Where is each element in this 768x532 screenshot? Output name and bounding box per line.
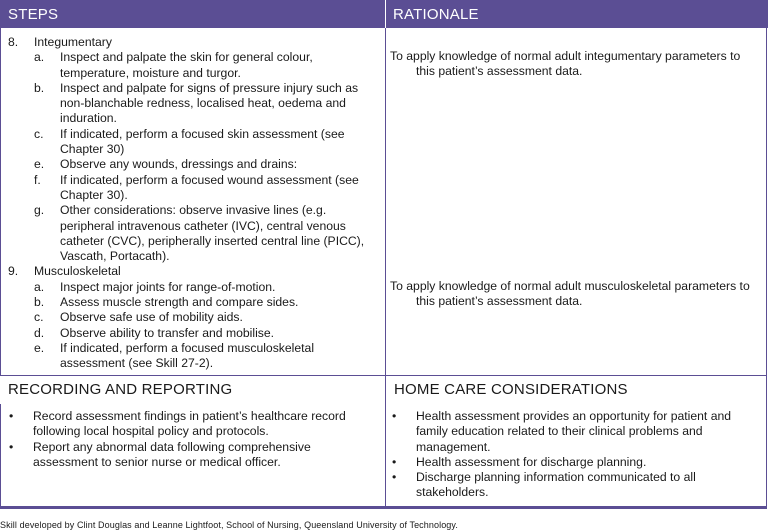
step-number: 8.: [8, 35, 19, 49]
step-item: b. Assess muscle strength and compare sides.: [34, 295, 299, 310]
step-title: Musculoskeletal: [34, 264, 121, 279]
step-item: b. Inspect and palpate for signs of pressure injury such as non-blanchable redness, localised heat, oedema and induration.: [34, 80, 359, 126]
home-care-cell: [390, 409, 764, 501]
steps-header: STEPS: [0, 0, 385, 28]
list-item: • Health assessment provides an opportunity for patient and family education related to their clinical problems and management.: [392, 409, 732, 454]
column-divider: [385, 28, 386, 506]
steps-cell: [8, 35, 378, 372]
home-care-header: HOME CARE CONSIDERATIONS: [386, 376, 766, 404]
rationale-integumentary: To apply knowledge of normal adult integumentary parameters to this patient’s assessment data.: [390, 49, 741, 79]
list-item: • Record assessment findings in patient’s healthcare record following local hospital policy and protocols.: [9, 409, 346, 439]
list-item: • Discharge planning information communicated to all stakeholders.: [392, 470, 696, 500]
footer-credit: Skill developed by Clint Douglas and Leanne Lightfoot, School of Nursing, Queensland University of Technology.: [0, 520, 458, 530]
rationale-musculoskeletal: To apply knowledge of normal adult musculoskeletal parameters to this patient’s assessment data.: [390, 279, 750, 309]
step-item: c. If indicated, perform a focused skin assessment (see Chapter 30): [34, 126, 345, 157]
list-item: • Health assessment for discharge planning.: [392, 454, 647, 469]
step-number: 9.: [8, 264, 19, 279]
step-section-musculoskeletal: [8, 264, 378, 371]
recording-cell: [7, 409, 379, 470]
left-border: [0, 28, 1, 506]
header-divider: [385, 0, 386, 28]
recording-header: RECORDING AND REPORTING: [0, 376, 385, 404]
step-item: f. If indicated, perform a focused wound assessment (see Chapter 30).: [34, 172, 359, 202]
rationale-header: RATIONALE: [385, 0, 768, 28]
step-heading: [8, 35, 378, 50]
step-title: Integumentary: [34, 35, 112, 49]
step-item: g. Other considerations: observe invasive lines (e.g. peripheral intravenous catheter (IVC), central venous catheter (CVC), peripherally inserted central line (PICC), Vascath, Portacath).: [34, 203, 365, 264]
step-item: e. Observe any wounds, dressings and drains:: [34, 157, 298, 172]
step-item: a. Inspect and palpate the skin for general colour, temperature, moisture and turgor.: [34, 50, 313, 80]
right-border: [766, 28, 767, 506]
list-item: • Report any abnormal data following comprehensive assessment to senior nurse or medical officer.: [9, 439, 311, 469]
step-item: d. Observe ability to transfer and mobilise.: [34, 325, 275, 340]
step-item: e. If indicated, perform a focused musculoskeletal assessment (see Skill 27-2).: [34, 340, 315, 371]
step-item: c. Observe safe use of mobility aids.: [34, 310, 243, 325]
step-section-integumentary: [8, 35, 378, 264]
step-heading: [8, 264, 378, 279]
step-item: a. Inspect major joints for range-of-motion.: [34, 279, 276, 294]
